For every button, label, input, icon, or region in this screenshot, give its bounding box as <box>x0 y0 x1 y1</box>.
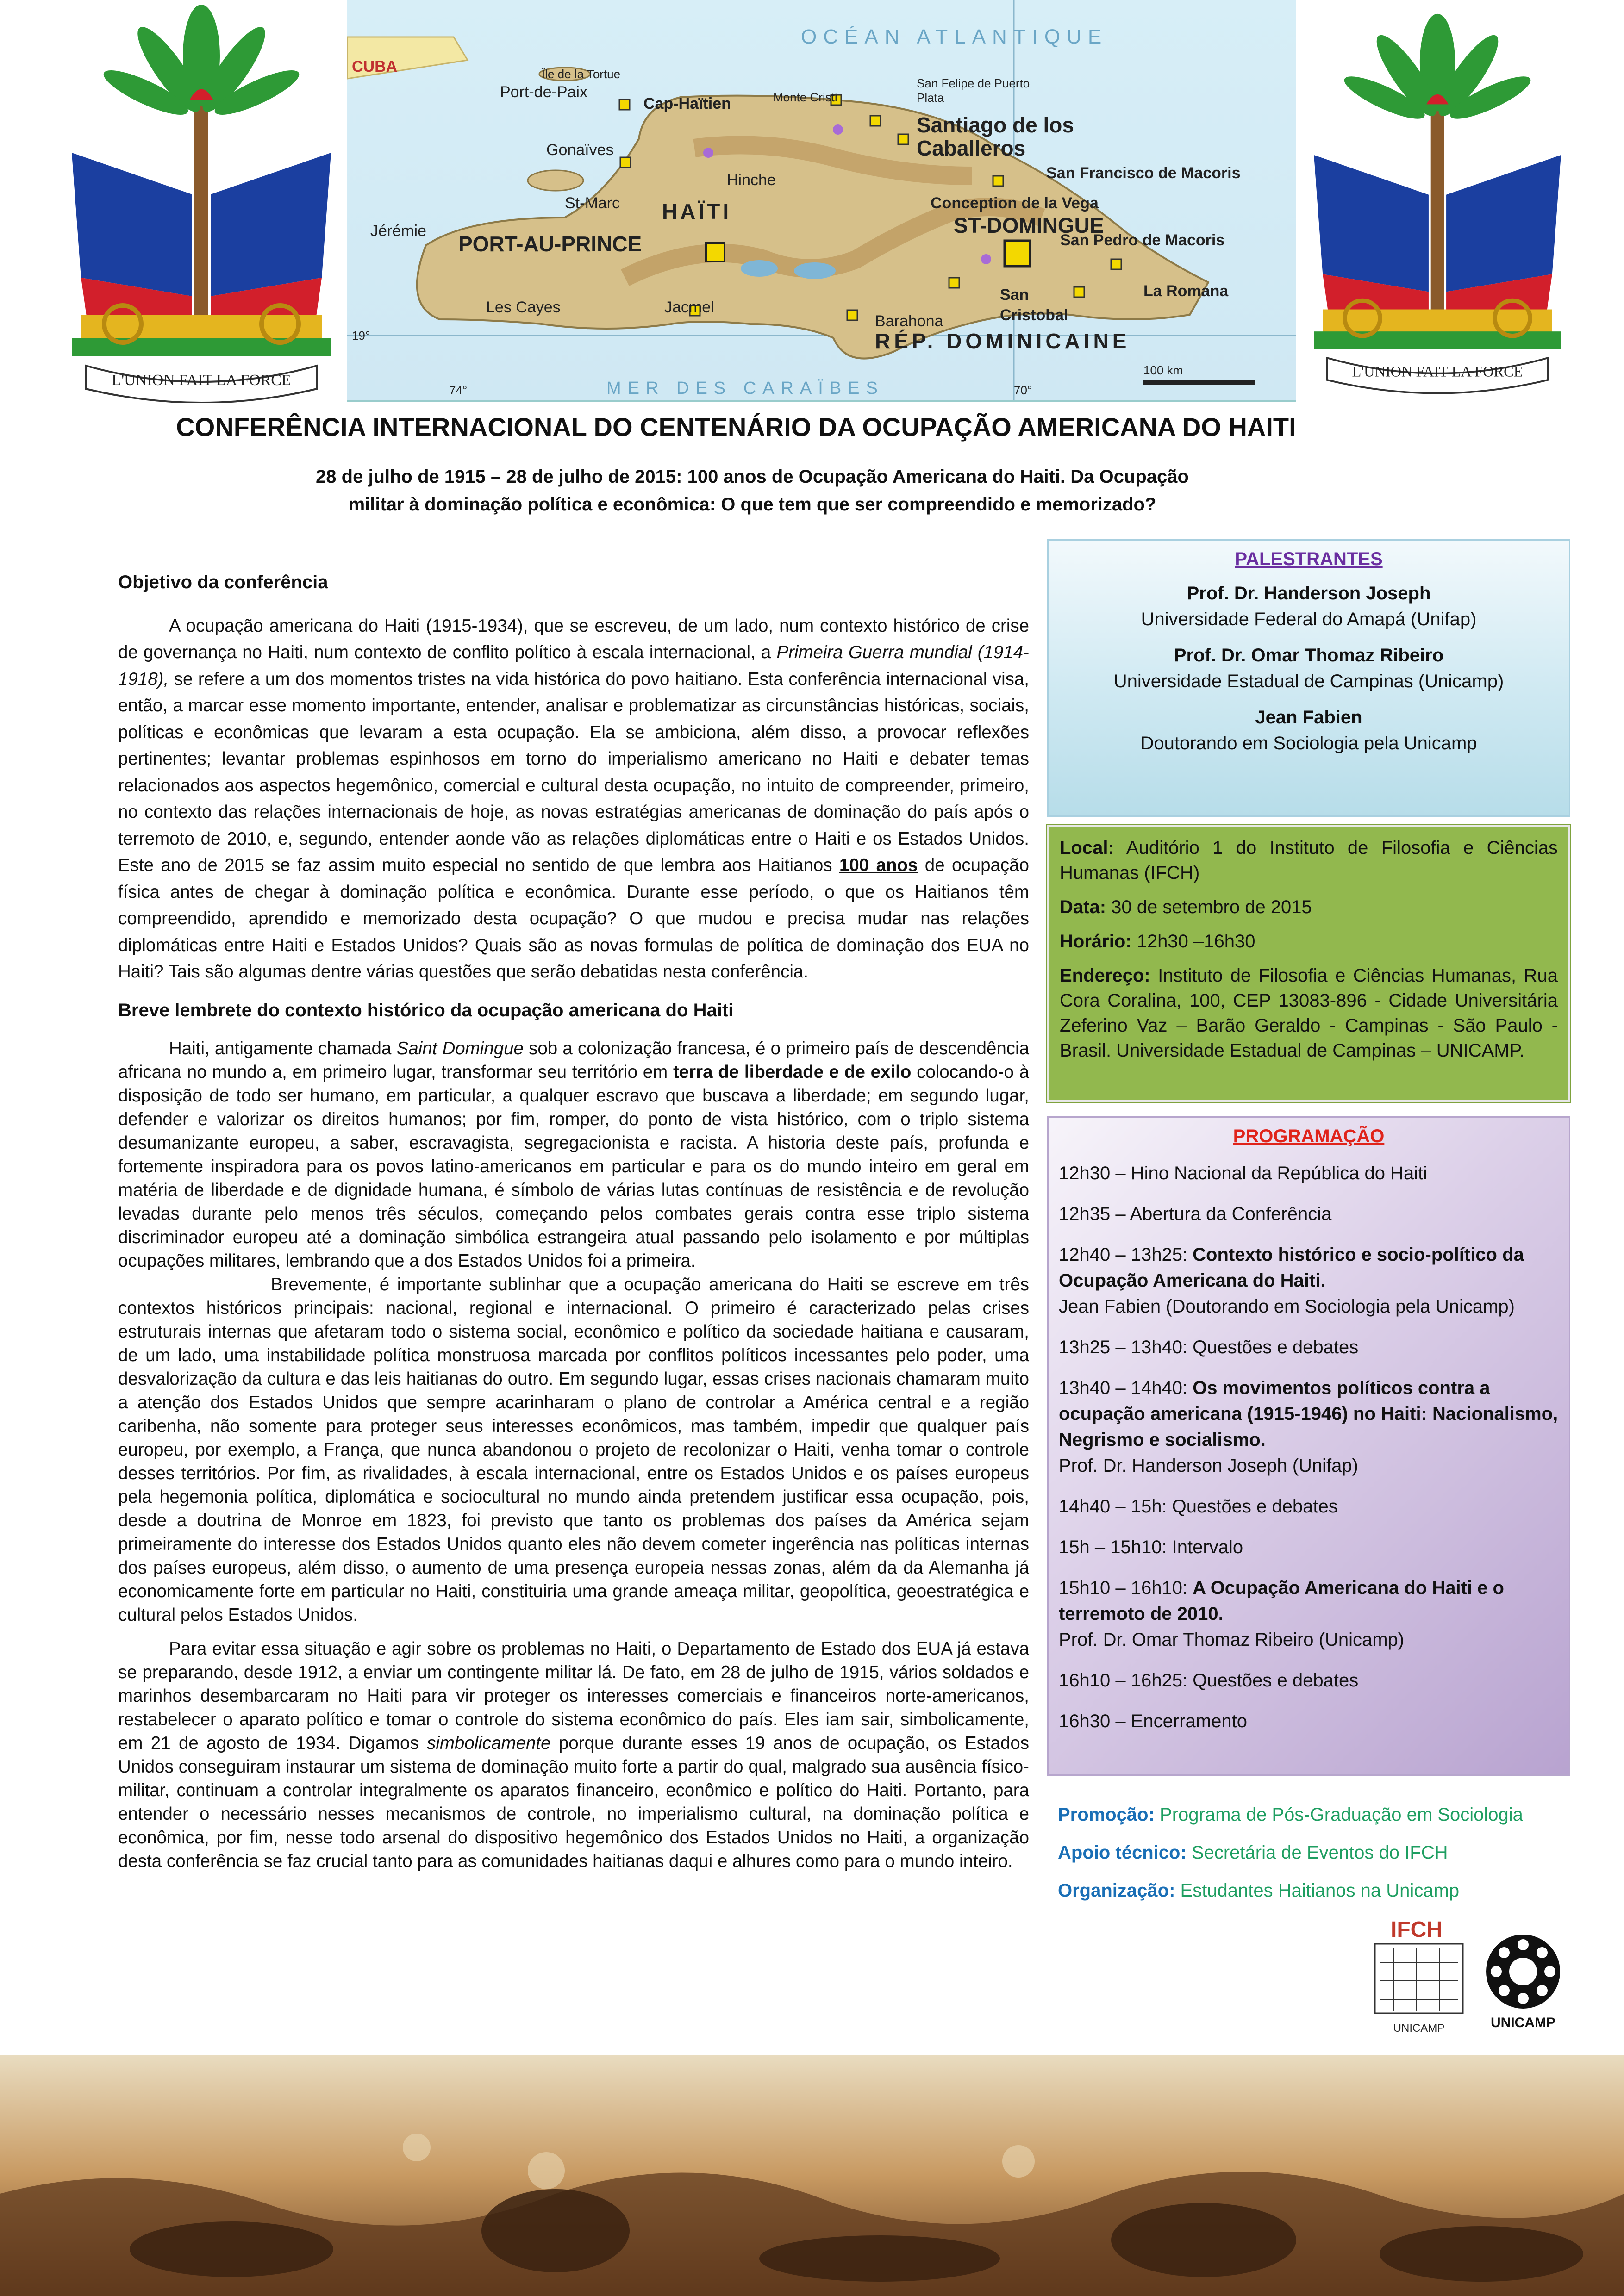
map-label-lon1: 74° <box>449 383 468 397</box>
ifch-logo-frame <box>1375 1944 1463 2013</box>
speaker-affiliation: Universidade Federal do Amapá (Unifap) <box>1141 609 1477 629</box>
map-label-san-felipe: San Felipe de Puerto Plata <box>917 76 1030 105</box>
context-heading: Breve lembrete do contexto histórico da ocupação americana do Haiti <box>118 1000 734 1020</box>
credit-organization: Organização: Estudantes Haitianos na Unicamp <box>1058 1880 1460 1901</box>
speaker-affiliation: Universidade Estadual de Campinas (Unicamp) <box>1113 671 1504 691</box>
map-label-lat: 19° <box>352 329 370 342</box>
speaker-2 <box>1049 642 1569 694</box>
institution-logos <box>1366 1911 1574 2041</box>
map-label-tortue: Île de la Tortue <box>542 67 621 81</box>
map-label-san-francisco: San Francisco de Macoris <box>1046 164 1241 182</box>
map-land-shapes <box>347 0 1296 400</box>
map-label-barahona: Barahona <box>875 312 943 330</box>
map-label-cuba: CUBA <box>352 58 398 75</box>
battle-painting-banner <box>0 2055 1624 2296</box>
info-address: Endereço: Instituto de Filosofia e Ciências Humanas, Rua Cora Coralina, 100, CEP 13083-896 - Cidade Universitária Zeferino Vaz – Barão Geraldo - Campinas - São Paulo - Brasil. Universidade Estadual de Campinas – UNICAMP. <box>1060 965 1558 1061</box>
map-label-cap-haitien: Cap-Haïtien <box>643 95 731 112</box>
program-item: 12h30 – Hino Nacional da República do Haiti <box>1059 1163 1428 1183</box>
map-label-port-au-prince: PORT-AU-PRINCE <box>458 232 642 256</box>
map-label-la-romana: La Romana <box>1143 282 1229 300</box>
map-label-scale: 100 km <box>1143 363 1183 377</box>
info-time: Horário: 12h30 –16h30 <box>1060 931 1255 952</box>
page-title: CONFERÊNCIA INTERNACIONAL DO CENTENÁRIO DA OCUPAÇÃO AMERICANA DO HAITI <box>176 412 1296 442</box>
subtitle-line-2: militar à dominação política e econômica: O que tem que ser compreendido e memorizado? <box>348 494 1156 515</box>
map-label-lon2: 70° <box>1014 383 1032 397</box>
info-date: Data: 30 de setembro de 2015 <box>1060 897 1312 917</box>
speaker-name: Jean Fabien <box>1255 707 1362 728</box>
program-item: 12h35 – Abertura da Conferência <box>1059 1204 1332 1224</box>
map-label-hinche: Hinche <box>727 171 776 189</box>
map-label-santiago: Santiago de los Caballeros <box>917 113 1074 160</box>
map-label-san-cristobal: San Cristobal <box>1000 286 1068 324</box>
map-label-jeremie: Jérémie <box>370 222 426 240</box>
context-paragraph-2: Brevemente, é importante sublinhar que a ocupação americana do Haiti se escreve em três contextos históricos principais: nacional, regional e internacional. O primeiro é caracterizado pelas crises estruturais internas que afetaram todo o sistema social, econômico e político da sociedade haitiana e causaram, de um lado, uma instabilidade política monstruosa marcada por conflitos políticos incessantes pelo poder, uma desvalorização da cultura e das leis haitianas do outro. Em segundo lugar, essas crises nacionais chamaram muito a atenção dos Estados Unidos que sempre acarinharam o plano de controlar a América central e a região caribenha, não somente para proteger seus interesses econômicos, mas também, impedir que qualquer país europeu, por exemplo, a França, que nunca abandonou o projeto de recolonizar o Haiti, venha tomar o controle desses territórios. Por fim, as rivalidades, à escala internacional, entre os Estados Unidos e os países europeus pela hegemonia política, diplomática e sociocultural no mundo ainda pretendem justificar essa ocupação, pois, desde a doutrina de Monroe em 1823, foi previsto que tanto os problemas dos países da América sejam primeiramente do interesse dos Estados Unidos quanto eles não devem cometer ingerência nas políticas internas dos países europeus, além disso, o aumento de uma presença europeia nessas zonas, além da da Alemanha já economicamente forte em particular no Haiti, constituiria uma grande ameaça militar, geopolítica, geoestratégica e cultural pelos Estados Unidos. <box>118 1275 1029 1625</box>
program-item: 15h – 15h10: Intervalo <box>1059 1537 1243 1557</box>
hispaniola-map <box>347 0 1296 402</box>
program-item: 15h10 – 16h10: A Ocupação Americana do Haiti e o terremoto de 2010. Prof. Dr. Omar Thomaz Ribeiro (Unicamp) <box>1059 1578 1504 1650</box>
objective-paragraph: A ocupação americana do Haiti (1915-1934), que se escreveu, de um lado, num contexto histórico de crise de governança no Haiti, num contexto de conflito político à escala internacional, a Primeira Guerra mundial (1914-1918), se refere a um dos momentos tristes na vida histórica do povo haitiano. Esta conferência internacional visa, então, a marcar esse momento importante, entender, analisar e problematizar as circunstâncias históricas, sociais, políticas e econômicas que levaram a esta ocupação. Ela se ambiciona, além disso, a provocar reflexões pertinentes; levantar problemas espinhosos em torno do imperialismo americano no Haiti e debater temas relacionados aos aspectos hegemônico, comercial e cultural desta ocupação, no intuito de compreender, primeiro, no contexto das relações internacionais de hoje, as novas estratégias americanas de dominação do país após o terremoto de 2010, e, segundo, entender aonde vão as relações diplomáticas entre o Haiti e os Estados Unidos. Este ano de 2015 se faz assim muito especial no sentido de que lembra aos Haitianos 100 anos de ocupação física antes de chegar à dominação política e econômica. Durante esse período, o que os Haitianos têm compreendido, aprendido e memorizado desta ocupação? O que mudou e precisa mudar nas relações diplomáticas entre Haiti e Estados Unidos? Quais são as novas formulas de política de dominação dos EUA no Haiti? Tais são algumas dentre várias questões que serão debatidas nesta conferência. <box>118 616 1029 982</box>
map-label-port-de-paix: Port-de-Paix <box>500 83 587 101</box>
map-label-ocean: OCÉAN ATLANTIQUE <box>801 25 1108 48</box>
map-label-sea: MER DES CARAÏBES <box>606 379 884 398</box>
subtitle-line-1: 28 de julho de 1915 – 28 de julho de 2015: 100 anos de Ocupação Americana do Haiti. Da Ocupação <box>316 467 1189 487</box>
ifch-logo-drawing <box>1380 1948 1458 2011</box>
map-label-haiti: HAÏTI <box>662 199 732 224</box>
speaker-3 <box>1049 704 1569 756</box>
map-label-conception: Conception de la Vega <box>931 194 1099 212</box>
objective-heading: Objetivo da conferência <box>118 572 328 592</box>
program-item: 16h30 – Encerramento <box>1059 1711 1247 1731</box>
map-label-monte-cristi: Monte Cristi <box>773 90 837 104</box>
map-label-st-domingue: ST-DOMINGUE <box>954 213 1104 237</box>
speakers-box <box>1047 539 1570 817</box>
program-item: 13h40 – 14h40: Os movimentos políticos contra a ocupação americana (1915-1946) no Haiti: Nacionalismo, Negrismo e socialismo. Prof. Dr. Handerson Joseph (Unifap) <box>1059 1378 1558 1476</box>
header-banner <box>0 0 1624 403</box>
speaker-name: Prof. Dr. Omar Thomaz Ribeiro <box>1174 645 1444 666</box>
context-paragraph-3: Para evitar essa situação e agir sobre os problemas no Haiti, o Departamento de Estado dos EUA já estava se preparando, desde 1912, a enviar um contingente militar lá. De fato, em 28 de julho de 1915, vários soldados e marinhos desembarcaram no Haiti para vir proteger os interesses comerciais e financeiros norte-americanos, restabelecer o aparato político e tomar o controle do sistema econômico do país. Eles iam sair, simbolicamente, em 21 de agosto de 1934. Digamos simbolicamente porque durante esses 19 anos de ocupação, os Estados Unidos conseguiram instaurar um sistema de dominação muito forte a partir do qual, malgrado sua ausência físico-militar, continuam a controlar integralmente os aparatos financeiro, econômico e político do Haiti. Portanto, para entender o necessário nesses mecanismos de controle, no imperialismo cultural, na dominação política e econômica, por fim, nesse todo arsenal do dispositivo hegemônico dos Estados Unidos no Haiti, a organização desta conferência se faz crucial tanto para as comunidades haitianas daqui e alhures como para o mundo inteiro. <box>118 1639 1030 1871</box>
context-paragraph-1: Haiti, antigamente chamada Saint Domingue sob a colonização francesa, é o primeiro país de descendência africana no mundo a, em primeiro lugar, transformar seu território em terra de liberdade e de exilo colocando-o à disposição de todo ser humano, em particular, a qualquer escravo que buscava a liberdade; em segundo lugar, defender e valorizar os direitos humanos; por fim, romper, do ponto de vista histórico, com o triplo sistema desumanizante europeu, a saber, escravagista, segregacionista e racista. A historia deste país, profunda e fortemente inspiradora para os povos latino-americanos em particular e para os do mundo inteiro em geral em matéria de liberdade e de dignidade humana, é símbolo de várias lutas contínuas de resistência e de revolução levadas durante pelo menos três séculos, começando pelos combates gerais contra esse triplo sistema discriminador europeu até a dominação simbólica estrangeira atual passando pelo isolamento e por múltiplas ocupações militares, lembrando que a dos Estados Unidos foi a primeira. <box>118 1039 1030 1271</box>
map-label-jacmel: Jacmel <box>664 299 714 316</box>
map-label-gonaives: Gonaïves <box>546 141 614 159</box>
unicamp-logo-text: UNICAMP <box>1491 2015 1555 2030</box>
main-text-column <box>118 569 1029 1881</box>
program-item: 13h25 – 13h40: Questões e debates <box>1059 1337 1359 1357</box>
ifch-logo-text: IFCH <box>1391 1917 1443 1942</box>
program-item: 16h10 – 16h25: Questões e debates <box>1059 1670 1359 1691</box>
program-box <box>1047 1116 1570 1776</box>
map-label-les-cayes: Les Cayes <box>486 299 561 316</box>
speaker-affiliation: Doutorando em Sociologia pela Unicamp <box>1140 733 1477 753</box>
motto-text-left: L'UNION FAIT LA FORCE <box>112 372 291 389</box>
event-info-box <box>1047 825 1570 1102</box>
speaker-1 <box>1049 580 1569 632</box>
program-item: 12h40 – 13h25: Contexto histórico e socio-político da Ocupação Americana do Haiti. Jean Fabien (Doutorando em Sociologia pela Unicamp) <box>1059 1244 1524 1317</box>
haiti-coat-of-arms-left <box>53 0 350 403</box>
haiti-coat-of-arms-right <box>1296 0 1579 403</box>
info-local: Local: Auditório 1 do Instituto de Filosofia e Ciências Humanas (IFCH) <box>1060 838 1558 883</box>
program-heading: PROGRAMAÇÃO <box>1233 1126 1385 1146</box>
page-subtitle <box>231 463 1273 518</box>
motto-text-right: L'UNION FAIT LA FORCE <box>1352 363 1523 380</box>
map-label-san-pedro: San Pedro de Macoris <box>1060 231 1225 249</box>
speaker-name: Prof. Dr. Handerson Joseph <box>1187 583 1431 604</box>
program-item: 14h40 – 15h: Questões e debates <box>1059 1496 1338 1517</box>
credits <box>1058 1796 1613 1910</box>
credit-promotion: Promoção: Programa de Pós-Graduação em Sociologia <box>1058 1804 1523 1825</box>
map-label-rep-dom: RÉP. DOMINICAINE <box>875 329 1131 353</box>
ifch-logo-subtext: UNICAMP <box>1393 2022 1445 2035</box>
speakers-heading: PALESTRANTES <box>1235 549 1383 569</box>
map-label-saint-marc: St-Marc <box>565 194 620 212</box>
credit-support: Apoio técnico: Secretária de Eventos do IFCH <box>1058 1842 1448 1863</box>
ifch-unicamp-logos <box>1366 1911 1574 2041</box>
